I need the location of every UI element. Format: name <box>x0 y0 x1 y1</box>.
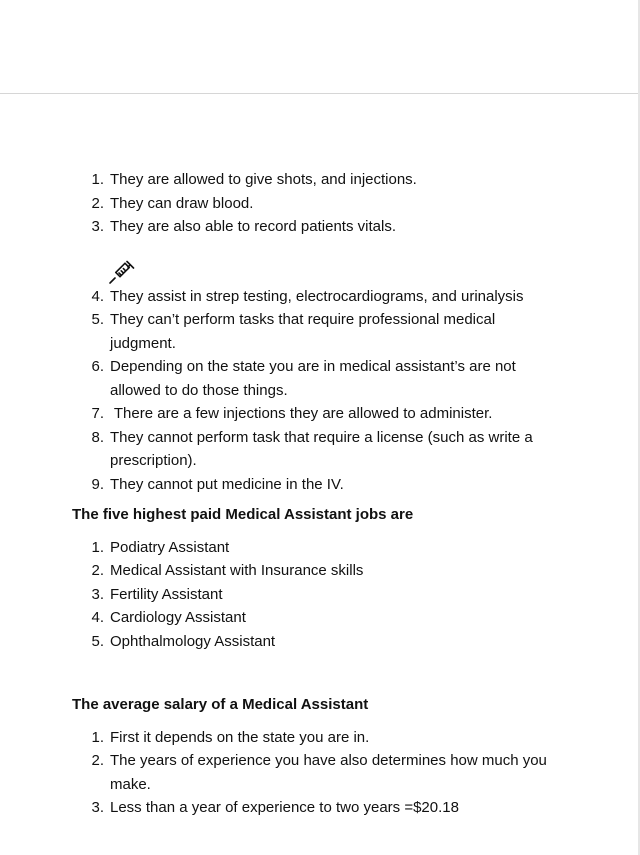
list-text: They are also able to record patients vitals. <box>110 218 396 235</box>
list-text: First it depends on the state you are in. <box>110 728 370 746</box>
list-item <box>72 749 562 796</box>
list-number: 5. <box>91 311 104 328</box>
highest-paid-jobs-list <box>72 536 562 654</box>
list-item <box>72 168 562 192</box>
list-number: 3. <box>91 585 104 603</box>
list-item <box>72 606 562 630</box>
duties-list-part-two <box>72 285 562 497</box>
list-number: 5. <box>91 632 104 650</box>
list-item <box>72 215 562 239</box>
list-text: Depending on the state you are in medical assistant’s are not allowed to do those things. <box>110 358 516 399</box>
list-number: 2. <box>91 194 104 212</box>
page-break-divider <box>0 93 640 94</box>
list-text: They assist in strep testing, electrocardiograms, and urinalysis <box>110 287 524 305</box>
list-number: 1. <box>91 538 104 556</box>
list-text: They cannot perform task that require a license (such as write a prescription). <box>110 428 533 469</box>
list-text: They are allowed to give shots, and injections. <box>110 171 417 188</box>
list-number: 1. <box>91 728 104 746</box>
list-item <box>72 796 562 820</box>
list-number: 3. <box>91 218 104 235</box>
list-text: There are a few injections they are allowed to administer. <box>110 405 493 422</box>
list-item <box>72 402 562 426</box>
list-number: 3. <box>91 799 104 816</box>
list-number: 8. <box>91 428 104 446</box>
list-text: They can’t perform tasks that require professional medical judgment. <box>110 311 496 352</box>
salary-heading: The average salary of a Medical Assistant <box>72 696 369 713</box>
list-item <box>72 426 562 473</box>
list-number: 6. <box>91 358 104 375</box>
list-text: Ophthalmology Assistant <box>110 632 276 650</box>
list-text: Cardiology Assistant <box>110 609 246 626</box>
list-item <box>72 308 562 355</box>
list-item <box>72 630 562 654</box>
list-number: 2. <box>91 752 104 769</box>
salary-list <box>72 726 562 820</box>
list-item <box>72 536 562 560</box>
list-item <box>72 285 562 309</box>
list-item <box>72 192 562 216</box>
list-number: 4. <box>91 287 104 305</box>
document-body <box>72 168 562 820</box>
list-text: The years of experience you have also determines how much you make. <box>110 752 547 793</box>
list-text: Less than a year of experience to two years =$20.18 <box>110 799 459 816</box>
list-text: They can draw blood. <box>110 194 254 212</box>
list-item <box>72 583 562 607</box>
list-item <box>72 726 562 750</box>
list-item <box>72 559 562 583</box>
syringe-icon <box>108 259 136 285</box>
list-number: 2. <box>91 562 104 579</box>
list-number: 9. <box>91 475 104 493</box>
list-text: They cannot put medicine in the IV. <box>110 475 344 493</box>
duties-list-part-one <box>72 168 562 239</box>
list-text: Fertility Assistant <box>110 585 223 603</box>
list-text: Podiatry Assistant <box>110 538 230 556</box>
list-item <box>72 473 562 497</box>
list-number: 7. <box>91 405 104 422</box>
syringe-emoji-row <box>72 239 562 285</box>
list-text: Medical Assistant with Insurance skills <box>110 562 364 579</box>
list-number: 1. <box>91 171 104 188</box>
list-number: 4. <box>91 609 104 626</box>
list-item <box>72 355 562 402</box>
jobs-heading: The five highest paid Medical Assistant jobs are <box>72 506 414 523</box>
